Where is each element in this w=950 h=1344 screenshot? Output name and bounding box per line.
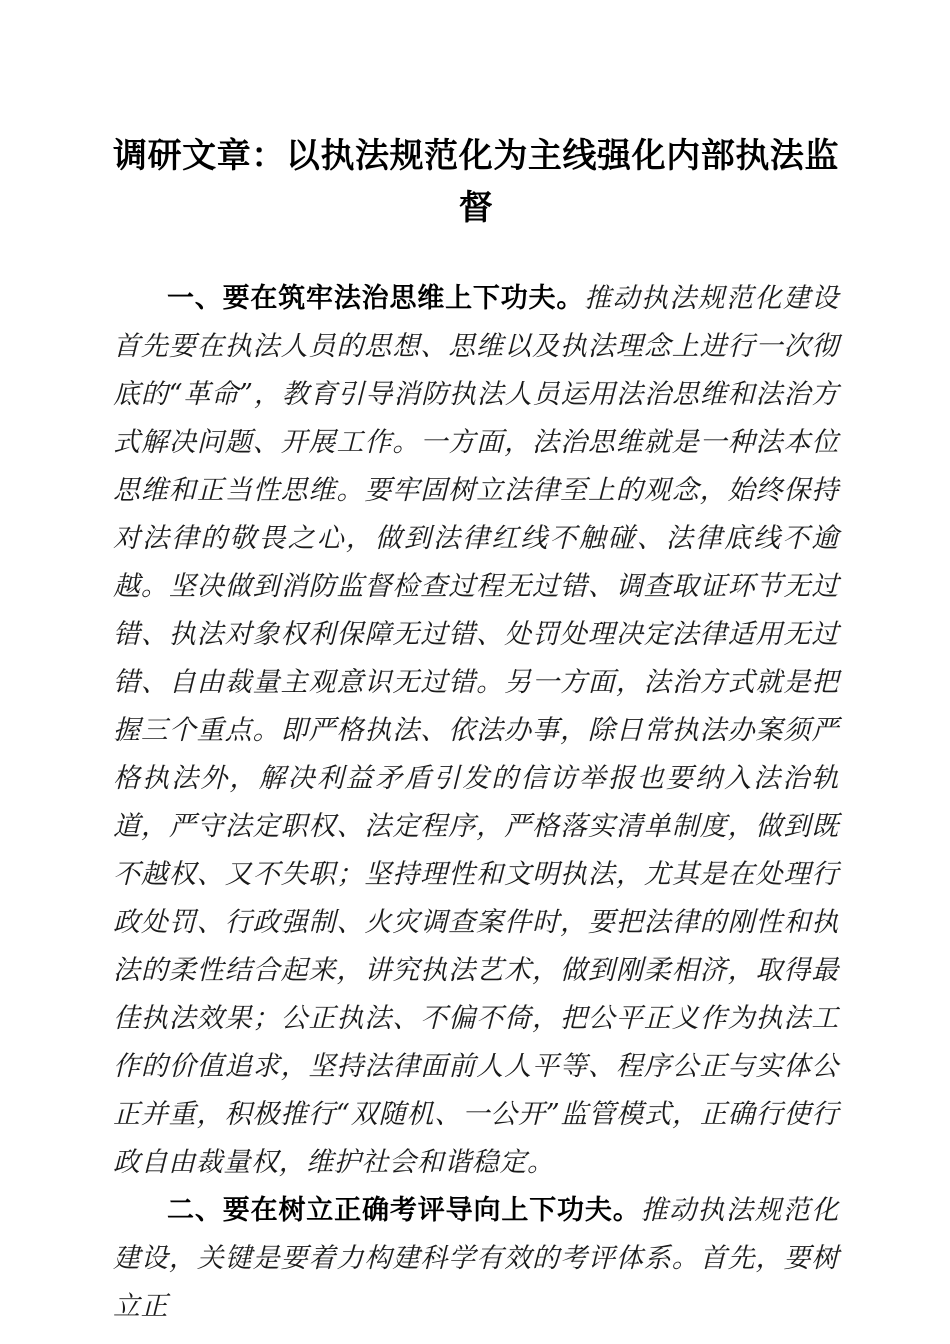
section-paragraph-1	[113, 275, 839, 1187]
page-title-text: 调研文章：以执法规范化为主线强化内部执法监督	[113, 136, 839, 228]
section-1-heading: 一、要在筑牢法治思维上下功夫。	[167, 283, 585, 314]
section-paragraph-2	[113, 1187, 839, 1331]
document-content-column	[113, 0, 839, 1331]
section-2-heading: 二、要在树立正确考评导向上下功夫。	[167, 1195, 641, 1226]
page-title	[113, 0, 839, 234]
section-1-body: 推动执法规范化建设首先要在执法人员的思想、思维以及执法理念上进行一次彻底的“革命”，教育引导消防执法人员运用法治思维和法治方式解决问题、开展工作。一方面，法治思维就是一种法本位思维和正当性思维。要牢固树立法律至上的观念，始终保持对法律的敬畏之心，做到法律红线不触碰、法律底线不逾越。坚决做到消防监督检查过程无过错、调查取证环节无过错、执法对象权利保障无过错、处罚处理决定法律适用无过错、自由裁量主观意识无过错。另一方面，法治方式就是把握三个重点。即严格执法、依法办事，除日常执法办案须严格执法外，解决利益矛盾引发的信访举报也要纳入法治轨道，严守法定职权、法定程序，严格落实清单制度，做到既不越权、又不失职；坚持理性和文明执法，尤其是在处理行政处罚、行政强制、火灾调查案件时，要把法律的刚性和执法的柔性结合起来，讲究执法艺术，做到刚柔相济，取得最佳执法效果；公正执法、不偏不倚，把公平正义作为执法工作的价值追求，坚持法律面前人人平等、程序公正与实体公正并重，积极推行“双随机、一公开”监管模式，正确行使行政自由裁量权，维护社会和谐稳定。	[113, 283, 840, 1178]
section-2-body: 推动执法规范化建设，关键是要着力构建科学有效的考评体系。首先，要树立正	[113, 1195, 840, 1322]
